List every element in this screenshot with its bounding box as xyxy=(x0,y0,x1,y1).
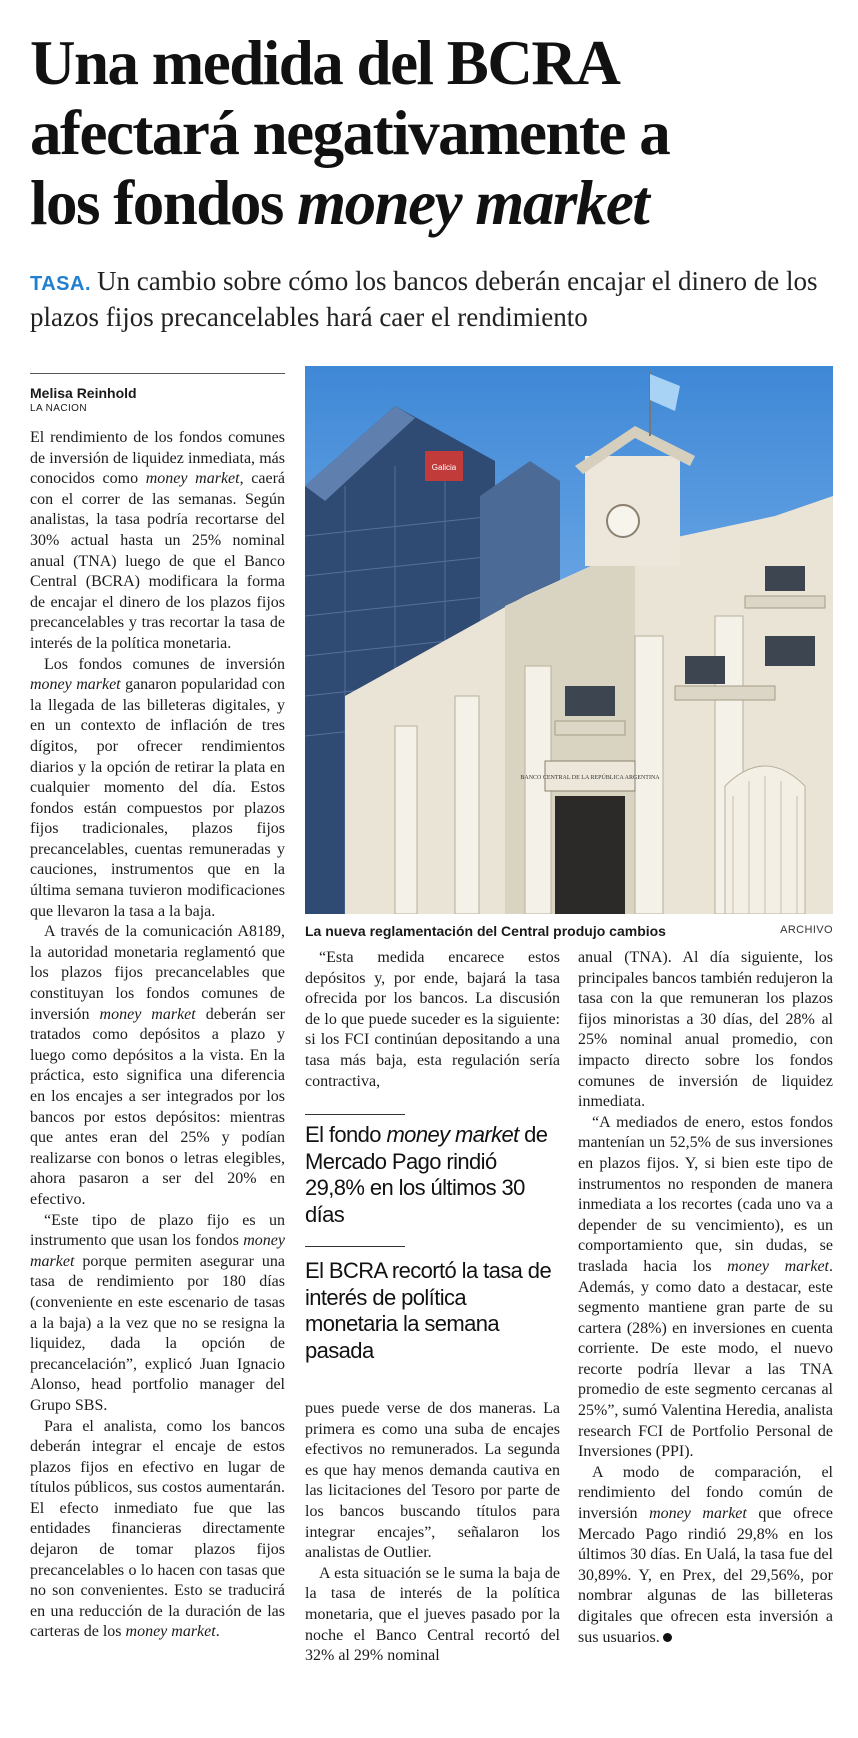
deck-text: Un cambio sobre cómo los bancos deberán encajar el dinero de los plazos fijos precancelables hará caer el rendimiento xyxy=(30,266,818,332)
headline xyxy=(30,28,830,238)
paragraph: El rendimiento de los fondos comunes de inversión de liquidez inmediata, más conocidos como money market, caerá con el correr de las semanas. Según analistas, la tasa podría recortarse del 30% actual hasta un 25% nominal anual (TNA) luego de que el Banco Central (BCRA) modificara la forma de encajar el dinero de los plazos fijos precancelables y tras recortar la tasa de interés de la política monetaria. xyxy=(30,429,286,652)
headline-italic: money market xyxy=(297,168,649,238)
byline-rule xyxy=(30,373,285,374)
end-mark-icon xyxy=(663,1633,672,1642)
paragraph: “A mediados de enero, estos fondos mantenían un 52,5% de sus inversiones en plazos fijos. Y, si bien este tipo de instrumentos no responden de manera inmediata a los recortes (cada uno va a depender de su vencimiento), es un comportamiento que, sin dudas, se traslada hacia los money market. Además, y como dato a destacar, este segmento mantiene gran parte de su cartera (28%) en inversiones en cuenta corriente. De este modo, el nuevo recorte podría llevar a las TNA promedio de este segmento cercanas al 25%”, sumó Valentina Heredia, analista research FCI de Portfolio Personal de Inversiones (PPI). xyxy=(578,1113,834,1461)
pullquote-bcra: El BCRA recortó la tasa de interés de política monetaria la semana pasada xyxy=(305,1258,552,1363)
pullquote-mercado-pago: El fondo money market de Mercado Pago rindió 29,8% en los últimos 30 días xyxy=(305,1122,548,1227)
entrance-sign: BANCO CENTRAL DE LA REPÚBLICA ARGENTINA xyxy=(520,775,660,781)
building-illustration xyxy=(305,366,833,914)
paragraph: pues puede verse de dos maneras. La primera es como una suba de encajes efectivos no remunerados. La segunda es que hay menos demanda cautiva en las licitaciones del Tesoro por parte de los bancos buscando títulos para integrar encajes”, señalaron los analistas de Outlier. xyxy=(305,1400,560,1562)
paragraph: Para el analista, como los bancos deberán integrar el encaje de estos plazos fijos en efectivo en lugar de títulos públicos, sus costos aumentarán. El efecto inmediato fue que las entidades financieras directamente dejaron de tomar plazos fijos precancelables o lo hacen con tasas que no son convenientes. Esto se traducirá en una reducción de la duración de las carteras de los money market. xyxy=(30,1417,285,1641)
photo-caption: La nueva reglamentación del Central produjo cambios xyxy=(305,923,666,939)
column-2-bottom xyxy=(305,1399,560,1667)
deck-kicker: TASA. xyxy=(30,273,92,295)
headline-line-1: Una medida del BCRA xyxy=(30,28,620,98)
paragraph: anual (TNA). Al día siguiente, los principales bancos también redujeron la tasa con la que remuneran los plazos fijos minoristas a 30 días, del 28% al 25% nominal anual promedio, con impacto directo sobre los fondos comunes de inversión de liquidez inmediata. xyxy=(578,949,834,1111)
paragraph: Los fondos comunes de inversión money market ganaron popularidad con la llegada de las billeteras digitales, y en un contexto de inflación de tres dígitos, por ofrecer rendimientos diarios y la opción de retirar la plata en cualquier momento del día. Estos fondos están compuestos por plazos fijos tradicionales, plazos fijos precancelables, cuentas remuneradas y cauciones, instrumentos que en la última semana tuvieron modificaciones que llevaron la tasa a la baja. xyxy=(30,655,285,920)
column-3 xyxy=(578,948,833,1648)
pullquote-rule xyxy=(305,1246,405,1247)
column-1-body xyxy=(30,428,285,1643)
deck xyxy=(30,265,830,334)
paragraph: “Este tipo de plazo fijo es un instrumento que usan los fondos money market porque permiten asegurar una tasa de rendimiento por 180 días (conveniente en este escenario de tasas a la baja) a la vez que no se resigna la liquidez, dada la opción de precancelación”, explicó Juan Ignacio Alonso, head portfolio manager del Grupo SBS. xyxy=(30,1211,285,1414)
byline-outlet: LA NACION xyxy=(30,403,87,414)
paragraph: A través de la comunicación A8189, la autoridad monetaria reglamentó que los plazos fijos precancelables que constituyan los fondos comunes de inversión money market deberán ser tratados como depósitos a plazo y luego como depósitos a la vista. En la práctica, esto significa una diferencia en los encajes a ser integrados por los bancos por estos depósitos: mientras que antes eran del 25% y podían realizarse con bonos o letras elegibles, ahora pasaron a ser del 20% en efectivo. xyxy=(30,923,286,1208)
paragraph: A modo de comparación, el rendimiento del fondo común de inversión money market que ofrece Mercado Pago rindió 29,8% en los últimos 30 días. En Ualá, la tasa fue del 30,89%. Y, en Prex, del 29,56%, por nombrar algunas de las billeteras digitales que ofrecen esta inversión a sus usuarios. xyxy=(578,1463,834,1646)
photo-banco-central xyxy=(305,366,833,914)
column-2-top xyxy=(305,948,560,1092)
headline-line-3: los fondos xyxy=(30,168,298,238)
photo-credit: ARCHIVO xyxy=(780,924,833,936)
paragraph: A esta situación se le suma la baja de la tasa de interés de la política monetaria, que el jueves pasado por la noche el Banco Central recortó del 32% al 29% nominal xyxy=(305,1564,560,1665)
tower-sign: Galicia xyxy=(431,463,457,472)
column-1 xyxy=(30,373,285,1643)
paragraph: “Esta medida encarece estos depósitos y, por ende, bajará la tasa ofrecida por los bancos. La discusión de lo que puede suceder es la siguiente: si los FCI continúan depositando a una tasa más baja, esta regulación sería contractiva, xyxy=(305,949,560,1090)
pullquote-rule xyxy=(305,1114,405,1115)
byline-author: Melisa Reinhold xyxy=(30,385,137,401)
headline-line-2: afectará negativamente a xyxy=(30,98,670,168)
